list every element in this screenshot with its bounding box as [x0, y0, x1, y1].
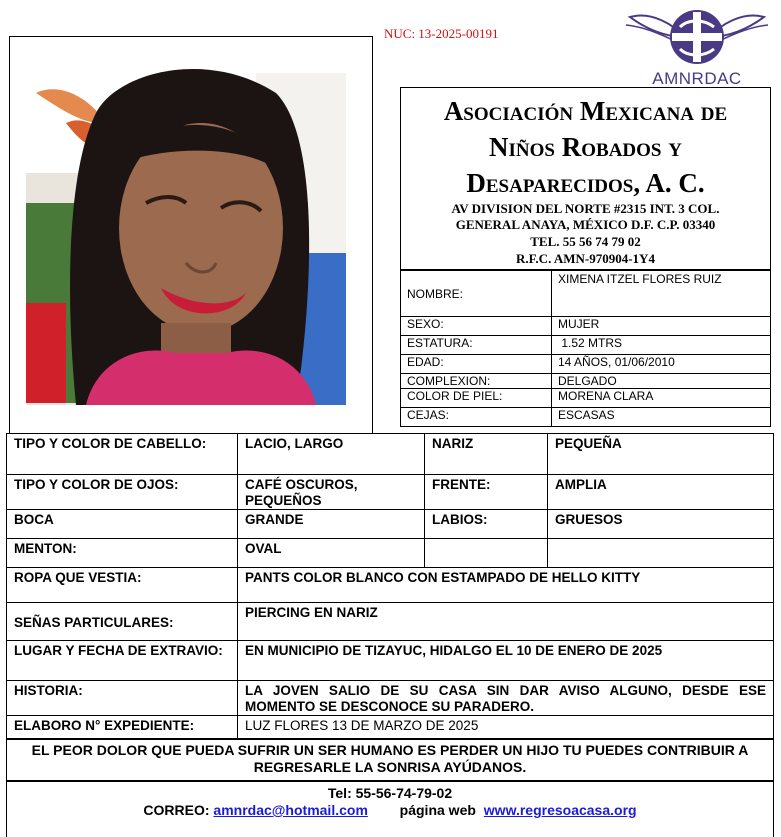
organization-name: Asociación Mexicana de Niños Robados y Desaparecidos, A. C. [443, 96, 728, 198]
description-table [6, 433, 774, 740]
nombre-value: XIMENA ITZEL FLORES RUIZ [552, 271, 771, 317]
complexion-label: COMPLEXION: [401, 374, 552, 389]
edad-label: EDAD: [401, 355, 552, 374]
ropa-value: PANTS COLOR BLANCO CON ESTAMPADO DE HELLO KITTY [238, 568, 774, 603]
menton-value: OVAL [238, 539, 425, 568]
missing-person-photo [26, 53, 346, 405]
identity-table [400, 270, 771, 427]
table-row [7, 568, 774, 603]
table-row [401, 336, 771, 355]
frente-value: AMPLIA [548, 475, 774, 510]
nombre-label: NOMBRE: [401, 271, 552, 317]
estatura-label: ESTATURA: [401, 336, 552, 355]
table-row [401, 408, 771, 427]
cabello-value: LACIO, LARGO [238, 434, 425, 475]
table-row [7, 475, 774, 510]
table-row [7, 716, 774, 740]
amnrdac-logo [622, 3, 772, 91]
nariz-label: NARIZ [425, 434, 548, 475]
cabello-label: TIPO Y COLOR DE CABELLO: [7, 434, 238, 475]
organization-address: AV DIVISION DEL NORTE #2315 INT. 3 COL. GENERAL ANAYA, MÉXICO D.F. C.P. 03340 [451, 201, 720, 232]
empty-cell [425, 539, 548, 568]
photo-frame [9, 36, 373, 434]
cejas-label: CEJAS: [401, 408, 552, 427]
table-row [401, 271, 771, 317]
senas-value: PIERCING EN NARIZ [238, 603, 774, 641]
footer-links-line [7, 802, 773, 819]
table-row [401, 355, 771, 374]
organization-phone: TEL. 55 56 74 79 02 [530, 234, 641, 249]
nuc-number: NUC: 13-2025-00191 [384, 26, 499, 41]
lugar-value: EN MUNICIPIO DE TIZAYUC, HIDALGO EL 10 DE ENERO DE 2025 [238, 641, 774, 681]
correo-label: CORREO: [143, 802, 210, 818]
historia-value: LA JOVEN SALIO DE SU CASA SIN DAR AVISO ALGUNO, DESDE ESE MOMENTO SE DESCONOCE SU PARADERO. [238, 681, 774, 716]
email-link[interactable]: amnrdac@hotmail.com [213, 802, 368, 818]
boca-value: GRANDE [238, 510, 425, 539]
organization-rfc: R.F.C. AMN-970904-1Y4 [516, 251, 655, 266]
table-row [401, 317, 771, 336]
historia-label: HISTORIA: [7, 681, 238, 716]
organization-header [400, 87, 771, 270]
sexo-label: SEXO: [401, 317, 552, 336]
lugar-label: LUGAR Y FECHA DE EXTRAVIO: [7, 641, 238, 681]
edad-value: 14 AÑOS, 01/06/2010 [552, 355, 771, 374]
table-row [7, 681, 774, 716]
boca-label: BOCA [7, 510, 238, 539]
complexion-value: DELGADO [552, 374, 771, 389]
footer-contact [6, 781, 774, 837]
cejas-value: ESCASAS [552, 408, 771, 427]
senas-label: SEÑAS PARTICULARES: [7, 603, 238, 641]
elaboro-label: ELABORO N° EXPEDIENTE: [7, 716, 238, 740]
table-row [7, 510, 774, 539]
elaboro-value: LUZ FLORES 13 DE MARZO DE 2025 [238, 716, 774, 740]
dove-hands-emblem [622, 3, 772, 73]
piel-label: COLOR DE PIEL: [401, 389, 552, 408]
piel-value: MORENA CLARA [552, 389, 771, 408]
website-link[interactable]: www.regresoacasa.org [483, 802, 637, 818]
labios-value: GRUESOS [548, 510, 774, 539]
web-label: página web [399, 802, 476, 818]
ropa-label: ROPA QUE VESTIA: [7, 568, 238, 603]
menton-label: MENTON: [7, 539, 238, 568]
footer-phrase: EL PEOR DOLOR QUE PUEDA SUFRIR UN SER HUMANO ES PERDER UN HIJO TU PUEDES CONTRIBUIR A REGRESARLE LA SONRISA AYÚDANOS. [6, 738, 774, 781]
estatura-value: 1.52 MTRS [552, 336, 771, 355]
frente-label: FRENTE: [425, 475, 548, 510]
table-row [7, 603, 774, 641]
footer-phone: Tel: 55-56-74-79-02 [327, 785, 453, 801]
empty-cell [548, 539, 774, 568]
table-row [401, 389, 771, 408]
table-row [401, 374, 771, 389]
sexo-value: MUJER [552, 317, 771, 336]
table-row [7, 434, 774, 475]
ojos-value: CAFÉ OSCUROS, PEQUEÑOS [238, 475, 425, 510]
ojos-label: TIPO Y COLOR DE OJOS: [7, 475, 238, 510]
nariz-value: PEQUEÑA [548, 434, 774, 475]
labios-label: LABIOS: [425, 510, 548, 539]
logo-text: AMNRDAC [652, 69, 742, 88]
table-row [7, 641, 774, 681]
table-row [7, 539, 774, 568]
